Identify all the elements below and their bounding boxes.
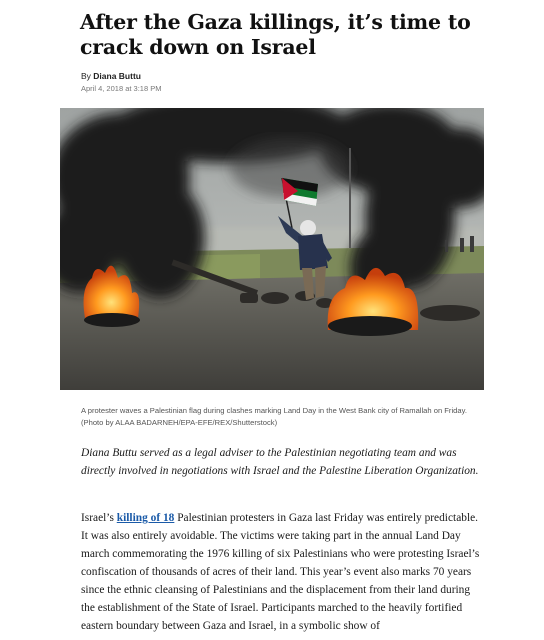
photo-caption: A protester waves a Palestinian flag during clashes marking Land Day in the West Bank city of Ramallah on Friday. (Photo by ALAA BADARNEH/EPA-EFE/REX/Shutterstock): [81, 406, 467, 427]
article-body: [81, 509, 481, 635]
body-rest: Palestinian protesters in Gaza last Friday was entirely predictable. It was also entirely avoidable. The victims were taking part in the annual Land Day march commemorating the 1976 killing of six Palestinians who were protesting Israel’s confiscation of thousands of acres of their land. This year’s event also marks 70 years since the ethnic cleansing of Palestinians and the displacement from their land during the establishment of the State of Israel. Participants marched to the heavily fortified eastern boundary between Gaza and Israel, in a symbolic show of: [81, 512, 480, 632]
body-lead: Israel’s: [81, 512, 117, 524]
killing-of-18-link[interactable]: killing of 18: [116, 512, 175, 524]
photo-protester-flag-burning-tires-icon: [60, 108, 484, 390]
byline: [81, 71, 141, 81]
byline-prefix: By: [81, 71, 94, 81]
headline: After the Gaza killings, it’s time to crack down on Israel: [80, 10, 471, 59]
article-photo: [60, 108, 484, 390]
author-note: Diana Buttu served as a legal adviser to the Palestinian negotiating team and was directly involved in negotiations with Israel and the Palestine Liberation Organization.: [81, 447, 479, 477]
author-link[interactable]: Diana Buttu: [93, 71, 141, 81]
timestamp: April 4, 2018 at 3:18 PM: [81, 84, 162, 93]
